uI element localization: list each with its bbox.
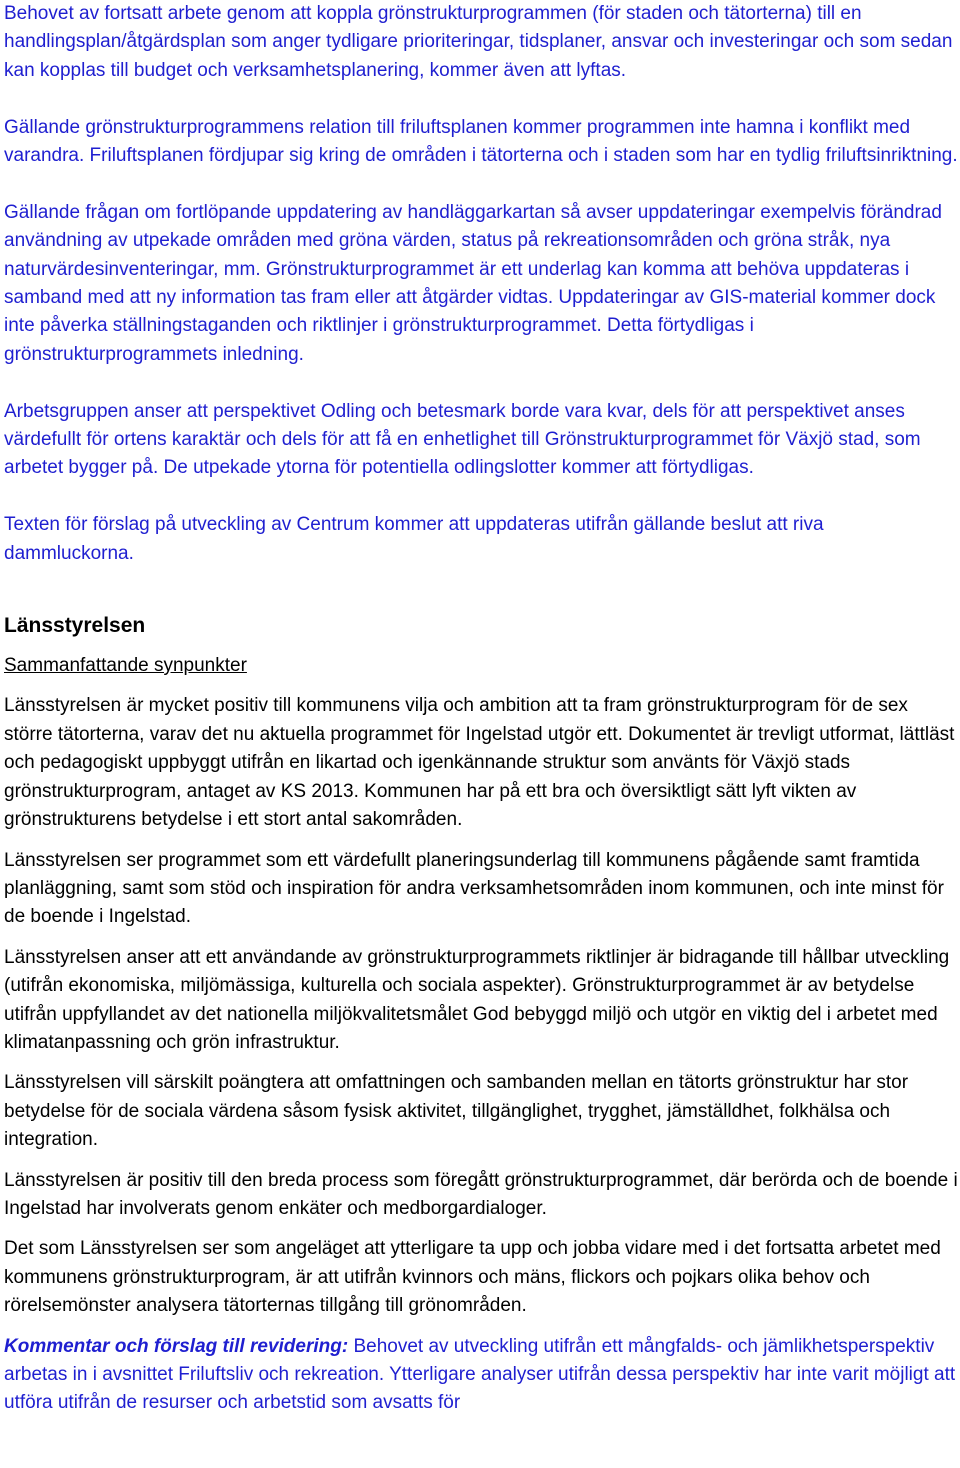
section-heading: Länsstyrelsen: [4, 614, 146, 638]
section-subheading: Sammanfattande synpunkter: [4, 655, 247, 677]
response-paragraph-action-plan: Behovet av fortsatt arbete genom att koppla grönstrukturprogrammen (för staden och tätorterna) till en handlingsplan/åtgärdsplan som anger tydligare prioriteringar, tidsplaner, ansvar och investeringar och som sedan kan kopplas till budget och verksamhetsplanering, kommer även att lyftas.: [4, 3, 953, 81]
response-paragraph-centrum: Texten för förslag på utveckling av Centrum kommer att uppdateras utifrån gällande beslut att riva dammluckorna.: [4, 514, 824, 564]
comment-text: Behovet av utveckling utifrån ett mångfalds- och jämlikhetsperspektiv arbetas in i avsnittet Friluftsliv och rekreation. Ytterligare analyser utifrån dessa perspektiv har inte varit möjligt att utföra utifrån de resurser och arbetstid som avsatts för: [4, 1335, 956, 1414]
statement-paragraph-social-values: Länsstyrelsen vill särskilt poängtera att omfattningen och sambanden mellan en tätorts grönstruktur har stor betydelse för de sociala värdena såsom fysisk aktivitet, tillgänglighet, trygghet, jämställdhet, folkhälsa och integration.: [4, 1072, 909, 1151]
response-paragraph-cultivation: Arbetsgruppen anser att perspektivet Odling och betesmark borde vara kvar, dels för att perspektivet anses värdefullt för ortens karaktär och dels för att få en enhetlighet till Grönstrukturprogrammet för Växjö stad, som arbetet bygger på. De utpekade ytorna för potentiella odlingslotter kommer att förtydligas.: [4, 400, 921, 479]
statement-paragraph-gender-analysis: Det som Länsstyrelsen ser som angeläget att ytterligare ta upp och jobba vidare med i det fortsatta arbetet med kommunens grönstrukturprogram, är att utifrån kvinnors och mäns, flickors och pojkars olika behov och rörelsemönster analysera tätorternas tillgång till grönområden.: [4, 1238, 941, 1317]
comment-paragraph: [4, 1333, 958, 1414]
statement-paragraph-process: Länsstyrelsen är positiv till den breda process som föregått grönstrukturprogrammet, där berörda och de boende i Ingelstad har involverats genom enkäter och medborgardialoger.: [4, 1169, 958, 1219]
statement-paragraph-positive: Länsstyrelsen är mycket positiv till kommunens vilja och ambition att ta fram grönstrukturprogram för de sex större tätorterna, varav det nu aktuella programmet för Ingelstad utgör ett. Dokumentet är trevligt utformat, lättläst och pedagogiskt uppbyggt utifrån en likartad och igenkännande struktur som använts för Växjö stads grönstrukturprogram, antaget av KS 2013. Kommunen har på ett bra och översiktligt sätt lyft vikten av grönstrukturens betydelse i ett stort antal sakområden.: [4, 695, 955, 831]
response-paragraph-map-updates: Gällande frågan om fortlöpande uppdatering av handläggarkartan så avser uppdateringar exempelvis förändrad användning av utpekade områden med gröna värden, status på rekreationsområden och gröna stråk, nya naturvärdesinventeringar, mm. Grönstrukturprogrammet är ett underlag kan komma att behöva uppdateras i samband med att ny information tas fram eller att åtgärder vidtas. Uppdateringar av GIS-material kommer dock inte påverka ställningstaganden och riktlinjer i grönstrukturprogrammet. Detta förtydligas i grönstrukturprogrammets inledning.: [4, 201, 942, 365]
statement-paragraph-sustainability: Länsstyrelsen anser att ett användande av grönstrukturprogrammets riktlinjer är bidragande till hållbar utveckling (utifrån ekonomiska, miljömässiga, kulturella och sociala aspekter). Grönstrukturprogrammet är av betydelse utifrån uppfyllandet av det nationella miljökvalitetsmålet God bebyggd miljö och utgör en viktig del i arbetet med klimatanpassning och grön infrastruktur.: [4, 946, 950, 1053]
document-page: [4, 0, 958, 1414]
comment-label: Kommentar och förslag till revidering:: [4, 1335, 349, 1357]
statement-paragraph-planning: Länsstyrelsen ser programmet som ett värdefullt planeringsunderlag till kommunens pågående samt framtida planläggning, samt som stöd och inspiration för andra verksamhetsområden inom kommunen, och inte minst för de boende i Ingelstad.: [4, 849, 944, 928]
response-paragraph-outdoor-plan: Gällande grönstrukturprogrammens relation till friluftsplanen kommer programmen inte hamna i konflikt med varandra. Friluftsplanen fördjupar sig kring de områden i tätorterna och i staden som har en tydlig friluftsinriktning.: [4, 116, 958, 167]
